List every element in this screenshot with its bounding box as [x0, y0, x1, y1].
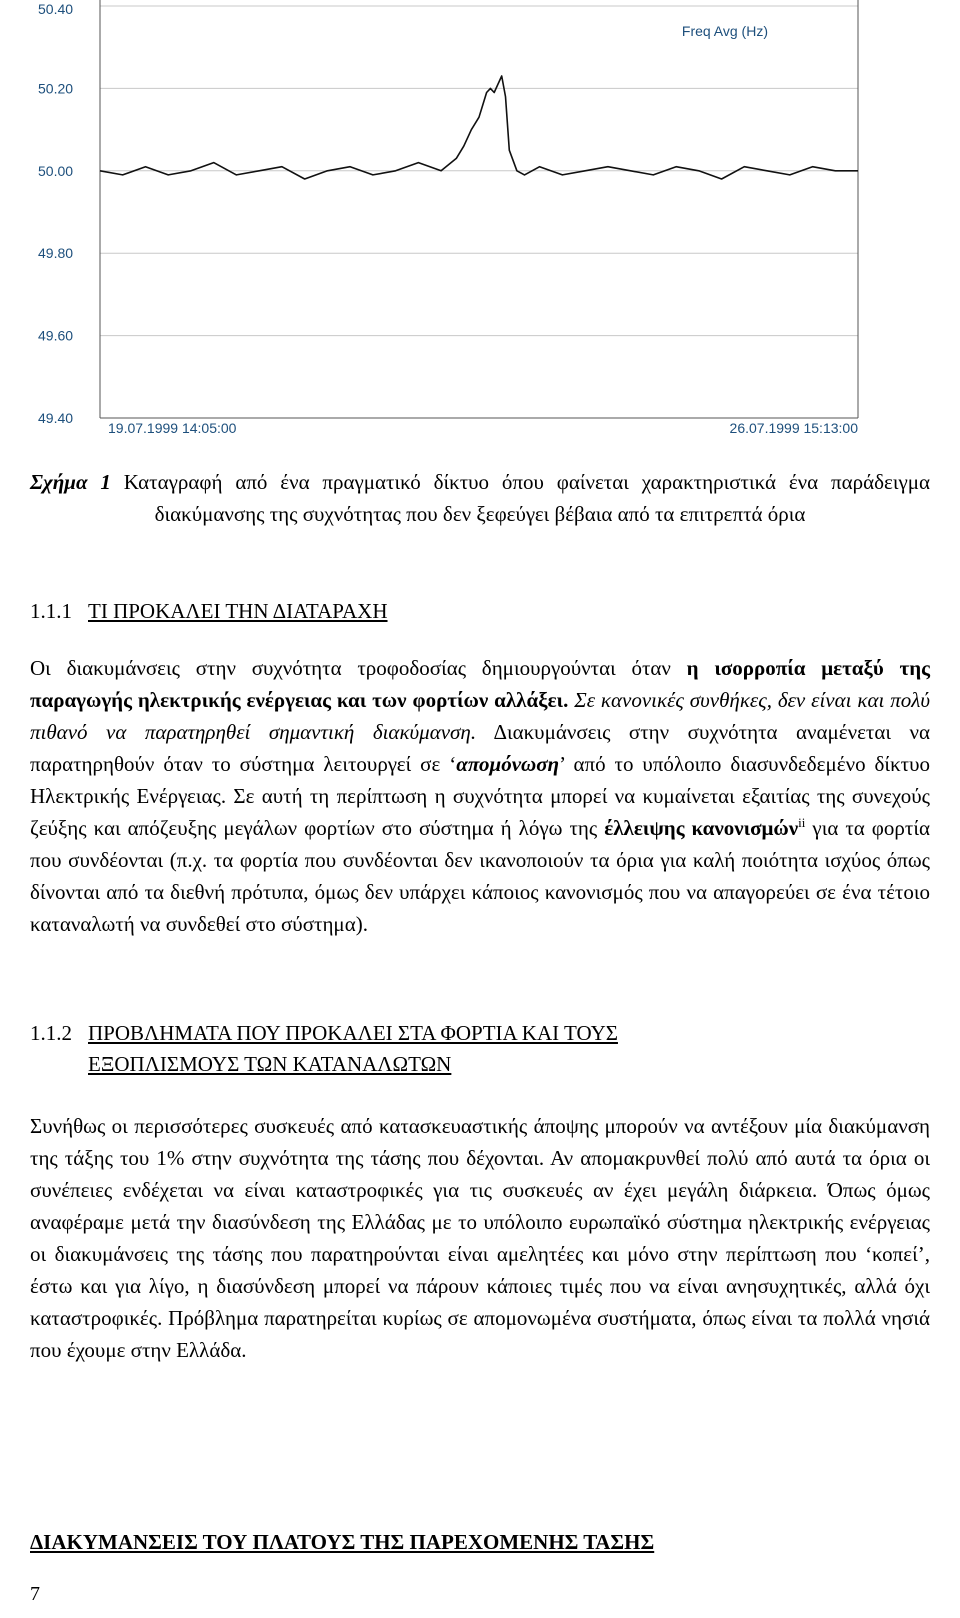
y-tick-label: 50.20 [38, 80, 74, 97]
chart-grid [100, 6, 858, 418]
y-tick-labels [38, 1, 73, 426]
figure-label: Σχήμα 1 [30, 470, 111, 494]
legend-label: Freq Avg (Hz) [681, 23, 768, 39]
section-title-line-2: ΕΞΟΠΛΙΣΜΟΥΣ ΤΩΝ ΚΑΤΑΝΑΛΩΤΩΝ [88, 1052, 452, 1076]
figure-caption-text: Καταγραφή από ένα πραγματικό δίκτυο όπου φαίνεται χαρακτηριστικά ένα παράδειγμα διακύμανσης της συχνότητας που δεν ξεφεύγει βέβαια από τα επιτρεπτά όρια [123, 470, 931, 526]
para-text: για τα φορτία που συνδέονται (π.χ. τα φορτία που συνδέονται δεν ικανοποιούν τα όρια για καλή ποιότητα ισχύος όπως δίνονται από τα διεθνή πρότυπα, όμως δεν υπάρχει κάποιος κανονισμός που να απαγορεύει σε ένα τέτοιο καταναλωτή να συνδεθεί στο σύστημα). [30, 816, 930, 936]
para-bold-text: η ισορροπία μεταξύ της παραγωγής ηλεκτρικής ενέργειας και των φορτίων αλλάξει. [30, 656, 930, 712]
para-isolation-term: απομόνωση [456, 752, 560, 776]
y-tick-label: 49.80 [38, 245, 74, 262]
chart-axes [100, 0, 858, 418]
section-title-line-1: ΠΡΟΒΛΗΜΑΤΑ ΠΟΥ ΠΡΟΚΑΛΕΙ ΣΤΑ ΦΟΡΤΙΑ ΚΑΙ ΤΟΥΣ [88, 1021, 618, 1045]
frequency-chart [0, 0, 960, 445]
y-tick-label: 49.60 [38, 327, 74, 344]
para-text: Οι διακυμάνσεις στην συχνότητα τροφοδοσίας δημιουργούνται όταν [30, 656, 671, 680]
para-text: Διακυμάνσεις στην συχνότητα αναμένεται να παρατηρηθούν όταν το σύστημα λειτουργεί σε ‘ [30, 720, 931, 776]
footnote-marker: ii [798, 815, 806, 830]
section-number: 1.1.2 [30, 1021, 72, 1045]
y-tick-label: 49.40 [38, 410, 74, 426]
x-start-label: 19.07.1999 14:05:00 [108, 420, 237, 436]
para-italic-text: Σε κανονικές συνθήκες, δεν είναι και πολύ πιθανό να παρατηρηθεί σημαντική διακύμανση. [30, 688, 930, 744]
page-number: 7 [30, 1583, 40, 1605]
para-text: ’ από το υπόλοιπο διασυνδεδεμένο δίκτυο Ηλεκτρικής Ενέργειας. Σε αυτή τη περίπτωση η συχνότητα μπορεί να κυμαίνεται εξαιτίας της συνεχούς ζεύξης και απόζευξης μεγάλων φορτίων στο σύστημα ή λόγω της [30, 752, 930, 840]
x-end-label: 26.07.1999 15:13:00 [729, 420, 858, 436]
y-tick-label: 50.00 [38, 162, 74, 179]
section-1-1-1-paragraph [30, 652, 930, 940]
section-title: ΤΙ ΠΡΟΚΑΛΕΙ ΤΗΝ ΔΙΑΤΑΡΑΧΗ [88, 599, 388, 623]
para-text: Συνήθως οι περισσότερες συσκευές από κατασκευαστικής άποψης μπορούν να αντέξουν μία διακύμανση της τάξης του 1% στην συχνότητα της τάσης που δέχονται. Αν απομακρυνθεί πολύ από αυτά τα όρια οι συνέπειες ενδέχεται να είναι καταστροφικές για τις συσκευές αν έχει μεγάλη διάρκεια. Όπως όμως αναφέραμε μετά την διασύνδεση της Ελλάδας με το υπόλοιπο ευρωπαϊκό σύστημα ηλεκτρικής ενέργειας οι διακυμάνσεις της τάσης που παρατηρούνται είναι αμελητέες και μόνο στην περίπτωση που ‘κοπεί’, έστω και για λίγο, η διασύνδεση μπορεί να πάρουν κάποιες τιμές που να είναι ανησυχητικές, αλλά όχι καταστροφικές. Πρόβλημα παρατηρείται κυρίως σε απομονωμένα συστήματα, όπως είναι τα πολλά νησιά που έχουμε στην Ελλάδα. [30, 1114, 930, 1362]
section-number: 1.1.1 [30, 599, 72, 623]
figure-caption [30, 466, 930, 530]
para-lack-term: έλλειψης κανονισμών [604, 816, 799, 840]
y-tick-label: 50.40 [38, 1, 74, 17]
series-line-freq-avg [100, 76, 858, 179]
heading-voltage-fluctuations: ΔΙΑΚΥΜΑΝΣΕΙΣ ΤΟΥ ΠΛΑΤΟΥΣ ΤΗΣ ΠΑΡΕΧΟΜΕΝΗΣ ΤΑΣΗΣ [30, 1530, 655, 1554]
chart-series [100, 76, 858, 179]
section-1-1-2-paragraph [30, 1110, 930, 1366]
